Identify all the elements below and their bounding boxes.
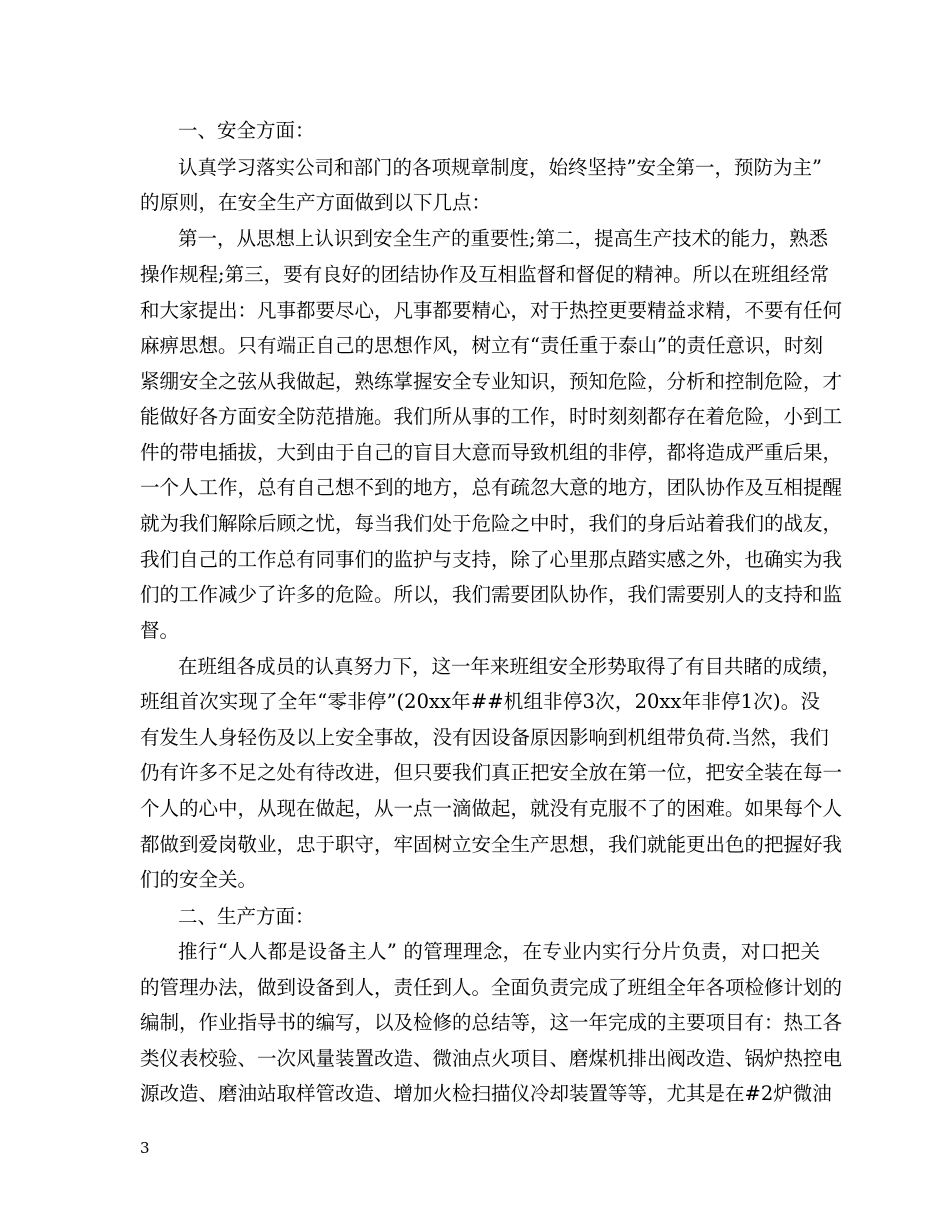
paragraph-line: 第一，从思想上认识到安全生产的重要性;第二，提高生产技术的能力，熟悉 bbox=[178, 227, 829, 250]
paragraph-line: 的管理办法，做到设备到人，责任到人。全面负责完成了班组全年各项检修计划的 bbox=[140, 976, 843, 999]
section-heading-safety: 一、安全方面： bbox=[178, 119, 315, 142]
paragraph-line: 们的工作减少了许多的危险。所以，我们需要团队协作，我们需要别人的支持和监 bbox=[140, 583, 843, 606]
paragraph-line: 都做到爱岗敬业，忠于职守，牢固树立安全生产思想，我们就能更出色的把握好我 bbox=[140, 833, 843, 856]
paragraph-line: 编制，作业指导书的编写，以及检修的总结等，这一年完成的主要项目有：热工各 bbox=[140, 1011, 843, 1034]
paragraph-line: 我们自己的工作总有同事们的监护与支持，除了心里那点踏实感之外，也确实为我 bbox=[140, 548, 843, 571]
paragraph-line: 和大家提出：凡事都要尽心，凡事都要精心，对于热控更要精益求精，不要有任何 bbox=[140, 299, 843, 322]
paragraph-line: 一个人工作，总有自己想不到的地方，总有疏忽大意的地方，团队协作及互相提醒 bbox=[140, 476, 843, 499]
paragraph-line: 个人的心中，从现在做起，从一点一滴做起，就没有克服不了的困难。如果每个人 bbox=[140, 797, 843, 820]
paragraph-line: 就为我们解除后顾之忧，每当我们处于危险之中时，我们的身后站着我们的战友， bbox=[140, 512, 843, 535]
paragraph-line: 督。 bbox=[140, 619, 180, 642]
section-heading-production: 二、生产方面： bbox=[178, 905, 315, 928]
paragraph-line: 源改造、磨油站取样管改造、增加火检扫描仪冷却装置等等，尤其是在#2炉微油 bbox=[140, 1082, 832, 1105]
paragraph-line: 有发生人身轻伤及以上安全事故，没有因设备原因影响到机组带负荷.当然，我们 bbox=[140, 726, 829, 749]
page-number: 3 bbox=[140, 1139, 150, 1157]
paragraph-line: 件的带电插拔，大到由于自己的盲目大意而导致机组的非停，都将造成严重后果， bbox=[140, 441, 843, 464]
paragraph-line: 班组首次实现了全年“零非停”(20xx年##机组非停3次，20xx年非停1次)。没 bbox=[140, 690, 820, 713]
paragraph-line: 推行“人人都是设备主人” 的管理理念，在专业内实行分片负责，对口把关 bbox=[178, 940, 820, 963]
paragraph-line: 认真学习落实公司和部门的各项规章制度，始终坚持”安全第一，预防为主” bbox=[178, 156, 822, 179]
paragraph-line: 操作规程;第三，要有良好的团结协作及互相监督和督促的精神。所以在班组经常 bbox=[140, 263, 830, 286]
paragraph-line: 类仪表校验、一次风量装置改造、微油点火项目、磨煤机排出阀改造、锅炉热控电 bbox=[140, 1047, 843, 1070]
paragraph-line: 的原则，在安全生产方面做到以下几点： bbox=[140, 191, 492, 214]
paragraph-line: 麻痹思想。只有端正自己的思想作风，树立有“责任重于泰山”的责任意识，时刻 bbox=[140, 334, 823, 357]
paragraph-line: 仍有许多不足之处有待改进，但只要我们真正把安全放在第一位，把安全装在每一 bbox=[140, 761, 843, 784]
paragraph-line: 在班组各成员的认真努力下，这一年来班组安全形势取得了有目共睹的成绩， bbox=[178, 655, 842, 678]
paragraph-line: 们的安全关。 bbox=[140, 868, 258, 891]
paragraph-line: 能做好各方面安全防范措施。我们所从事的工作，时时刻刻都存在着危险，小到工 bbox=[140, 405, 843, 428]
paragraph-line: 紧绷安全之弦从我做起，熟练掌握安全专业知识，预知危险，分析和控制危险，才 bbox=[140, 370, 843, 393]
